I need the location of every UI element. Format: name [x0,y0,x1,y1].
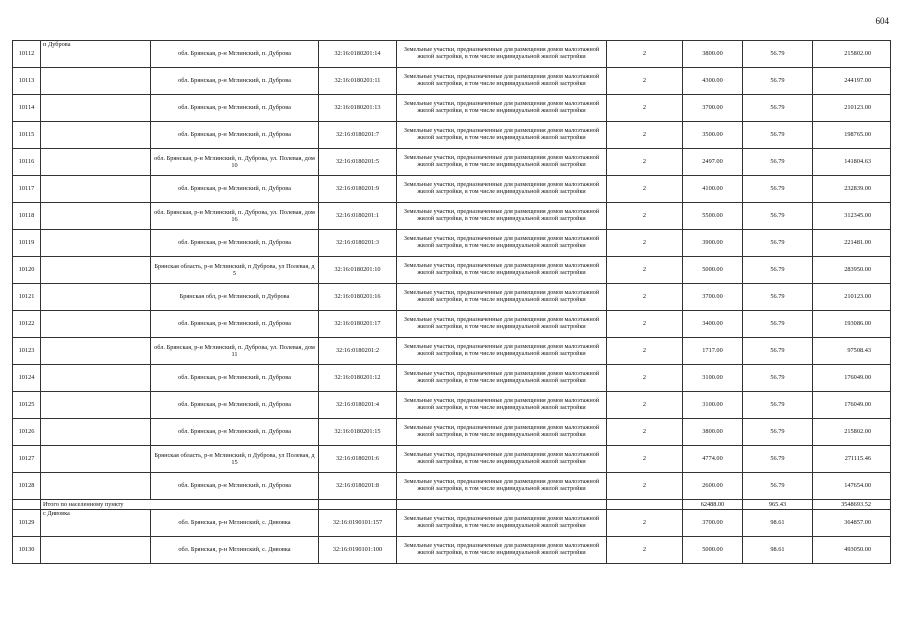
cadastral-value-cell: 176049.00 [813,392,891,419]
group-cell: 2 [607,41,683,68]
rate-cell: 56.79 [743,311,813,338]
area-cell: 3700.00 [683,284,743,311]
area-cell: 2497.00 [683,149,743,176]
settlement-cell [41,338,151,365]
record-number-cell: 10126 [13,419,41,446]
rate-cell: 56.79 [743,365,813,392]
table-row [13,365,891,392]
cadastral-number-cell: 32:16:0180201:17 [319,311,397,338]
cadastral-number-cell: 32:16:0190101:100 [319,537,397,564]
group-cell: 2 [607,392,683,419]
area-cell: 3900.00 [683,230,743,257]
cadastral-value-cell: 244197.00 [813,68,891,95]
cadastral-number-cell: 32:16:0180201:15 [319,419,397,446]
land-category-cell: Земельные участки, предназначенные для размещения домов малоэтажной жилой застройки, в том числе индивидуальной жилой застройки [397,284,607,311]
address-cell: обл. Брянская, р-н Мглинский, п. Дуброва [151,365,319,392]
table-row [13,203,891,230]
cadastral-value-cell: 312345.00 [813,203,891,230]
settlement-cell: п Дуброва [41,41,151,68]
settlement-cell [41,95,151,122]
address-cell: Брянская область, р-н Мглинский, п Дуброва, ул Полевая, д 5 [151,257,319,284]
cadastral-number-cell: 32:16:0180201:3 [319,230,397,257]
record-number-cell: 10122 [13,311,41,338]
settlement-cell [41,257,151,284]
rate-cell: 56.79 [743,473,813,500]
table-row [13,149,891,176]
group-cell: 2 [607,122,683,149]
address-cell: обл. Брянская, р-н Мглинский, п. Дуброва, ул. Полевая, дом 16 [151,203,319,230]
land-category-cell: Земельные участки, предназначенные для размещения домов малоэтажной жилой застройки, в том числе индивидуальной жилой застройки [397,365,607,392]
record-number-cell: 10123 [13,338,41,365]
record-number-cell: 10125 [13,392,41,419]
settlement-cell [41,537,151,564]
table-row [13,537,891,564]
record-number-cell: 10116 [13,149,41,176]
rate-cell: 56.79 [743,230,813,257]
cadastral-number-cell: 32:16:0180201:9 [319,176,397,203]
table-body [13,41,891,564]
address-cell: обл. Брянская, р-н Мглинский, п. Дуброва [151,176,319,203]
group-cell: 2 [607,176,683,203]
cadastral-value-cell: 271115.46 [813,446,891,473]
rate-cell: 56.79 [743,149,813,176]
area-cell: 5500.00 [683,203,743,230]
settlement-cell [41,419,151,446]
cadastral-number-cell: 32:16:0180201:10 [319,257,397,284]
record-number-cell: 10112 [13,41,41,68]
land-category-cell: Земельные участки, предназначенные для размещения домов малоэтажной жилой застройки, в том числе индивидуальной жилой застройки [397,510,607,537]
table-row [13,446,891,473]
rate-cell: 56.79 [743,257,813,284]
land-category-cell: Земельные участки, предназначенные для размещения домов малоэтажной жилой застройки, в том числе индивидуальной жилой застройки [397,392,607,419]
group-cell: 2 [607,510,683,537]
land-category-cell: Земельные участки, предназначенные для размещения домов малоэтажной жилой застройки, в том числе индивидуальной жилой застройки [397,257,607,284]
empty-cell [607,500,683,510]
cadastral-number-cell: 32:16:0180201:14 [319,41,397,68]
cadastral-value-cell: 215802.00 [813,41,891,68]
rate-cell: 56.79 [743,122,813,149]
land-plots-table [12,40,891,564]
address-cell: обл. Брянская, р-н Мглинский, с. Дивовка [151,510,319,537]
area-cell: 3100.00 [683,365,743,392]
area-cell: 3400.00 [683,311,743,338]
rate-cell: 56.79 [743,284,813,311]
cadastral-number-cell: 32:16:0180201:2 [319,338,397,365]
land-category-cell: Земельные участки, предназначенные для размещения домов малоэтажной жилой застройки, в том числе индивидуальной жилой застройки [397,149,607,176]
address-cell: обл. Брянская, р-н Мглинский, п. Дуброва [151,122,319,149]
cadastral-value-cell: 210123.00 [813,284,891,311]
area-cell: 3800.00 [683,41,743,68]
area-cell: 4100.00 [683,176,743,203]
area-cell: 5000.00 [683,537,743,564]
cadastral-value-cell: 221481.00 [813,230,891,257]
rate-cell: 56.79 [743,392,813,419]
land-category-cell: Земельные участки, предназначенные для размещения домов малоэтажной жилой застройки, в том числе индивидуальной жилой застройки [397,338,607,365]
group-cell: 2 [607,95,683,122]
address-cell: обл. Брянская, р-н Мглинский, с. Дивовка [151,537,319,564]
record-number-cell: 10129 [13,510,41,537]
land-category-cell: Земельные участки, предназначенные для размещения домов малоэтажной жилой застройки, в том числе индивидуальной жилой застройки [397,68,607,95]
area-cell: 4774.00 [683,446,743,473]
table-row [13,68,891,95]
record-number-cell: 10130 [13,537,41,564]
land-category-cell: Земельные участки, предназначенные для размещения домов малоэтажной жилой застройки, в том числе индивидуальной жилой застройки [397,311,607,338]
total-label: Итого по населенному пункту [41,500,319,510]
address-cell: обл. Брянская, р-н Мглинский, п. Дуброва [151,419,319,446]
table-row [13,122,891,149]
cadastral-value-cell: 283950.00 [813,257,891,284]
settlement-cell [41,122,151,149]
record-number-cell: 10124 [13,365,41,392]
cadastral-number-cell: 32:16:0180201:4 [319,392,397,419]
record-number-cell: 10113 [13,68,41,95]
cadastral-value-cell: 97508.43 [813,338,891,365]
address-cell: обл. Брянская, р-н Мглинский, п. Дуброва [151,68,319,95]
page-number: 604 [875,16,889,26]
settlement-cell [41,284,151,311]
cadastral-number-cell: 32:16:0180201:12 [319,365,397,392]
address-cell: обл. Брянская, р-н Мглинский, п. Дуброва [151,392,319,419]
record-number-cell: 10114 [13,95,41,122]
area-cell: 3700.00 [683,510,743,537]
empty-cell [13,500,41,510]
total-value-cell: 3548693.52 [813,500,891,510]
settlement-cell [41,392,151,419]
settlement-cell [41,446,151,473]
table-row [13,176,891,203]
group-cell: 2 [607,365,683,392]
rate-cell: 56.79 [743,68,813,95]
total-rate-cell: 965.43 [743,500,813,510]
table-row [13,392,891,419]
rate-cell: 56.79 [743,338,813,365]
group-cell: 2 [607,284,683,311]
area-cell: 4300.00 [683,68,743,95]
rate-cell: 56.79 [743,95,813,122]
cadastral-value-cell: 176049.00 [813,365,891,392]
table-row [13,338,891,365]
address-cell: обл. Брянская, р-н Мглинский, п. Дуброва, ул. Полевая, дом 10 [151,149,319,176]
record-number-cell: 10115 [13,122,41,149]
area-cell: 2600.00 [683,473,743,500]
group-cell: 2 [607,338,683,365]
cadastral-number-cell: 32:16:0180201:16 [319,284,397,311]
address-cell: обл. Брянская, р-н Мглинский, п. Дуброва [151,311,319,338]
settlement-cell: с Дивовка [41,510,151,537]
land-category-cell: Земельные участки, предназначенные для размещения домов малоэтажной жилой застройки, в том числе индивидуальной жилой застройки [397,122,607,149]
address-cell: обл. Брянская, р-н Мглинский, п. Дуброва, ул. Полевая, дом 11 [151,338,319,365]
rate-cell: 56.79 [743,203,813,230]
table-row [13,311,891,338]
rate-cell: 98.61 [743,537,813,564]
group-cell: 2 [607,203,683,230]
settlement-cell [41,176,151,203]
cadastral-value-cell: 232839.00 [813,176,891,203]
rate-cell: 98.61 [743,510,813,537]
address-cell: Брянская обл, р-н Мглинский, п Дуброва [151,284,319,311]
cadastral-number-cell: 32:16:0180201:8 [319,473,397,500]
rate-cell: 56.79 [743,41,813,68]
land-category-cell: Земельные участки, предназначенные для размещения домов малоэтажной жилой застройки, в том числе индивидуальной жилой застройки [397,41,607,68]
cadastral-number-cell: 32:16:0180201:1 [319,203,397,230]
total-row [13,500,891,510]
group-cell: 2 [607,230,683,257]
area-cell: 3800.00 [683,419,743,446]
group-cell: 2 [607,537,683,564]
settlement-cell [41,311,151,338]
settlement-cell [41,230,151,257]
cadastral-number-cell: 32:16:0180201:7 [319,122,397,149]
cadastral-value-cell: 215802.00 [813,419,891,446]
cadastral-number-cell: 32:16:0180201:6 [319,446,397,473]
land-category-cell: Земельные участки, предназначенные для размещения домов малоэтажной жилой застройки, в том числе индивидуальной жилой застройки [397,176,607,203]
table-row [13,41,891,68]
group-cell: 2 [607,257,683,284]
cadastral-value-cell: 364857.00 [813,510,891,537]
rate-cell: 56.79 [743,446,813,473]
empty-cell [319,500,397,510]
table-row [13,95,891,122]
area-cell: 3100.00 [683,392,743,419]
land-category-cell: Земельные участки, предназначенные для размещения домов малоэтажной жилой застройки, в том числе индивидуальной жилой застройки [397,230,607,257]
record-number-cell: 10128 [13,473,41,500]
settlement-cell [41,203,151,230]
total-area-cell: 62488.00 [683,500,743,510]
area-cell: 3500.00 [683,122,743,149]
group-cell: 2 [607,68,683,95]
area-cell: 5000.00 [683,257,743,284]
cadastral-value-cell: 141804.63 [813,149,891,176]
settlement-cell [41,365,151,392]
record-number-cell: 10119 [13,230,41,257]
cadastral-number-cell: 32:16:0180201:11 [319,68,397,95]
cadastral-value-cell: 147654.00 [813,473,891,500]
cadastral-value-cell: 193086.00 [813,311,891,338]
group-cell: 2 [607,311,683,338]
land-category-cell: Земельные участки, предназначенные для размещения домов малоэтажной жилой застройки, в том числе индивидуальной жилой застройки [397,537,607,564]
rate-cell: 56.79 [743,419,813,446]
cadastral-number-cell: 32:16:0180201:5 [319,149,397,176]
rate-cell: 56.79 [743,176,813,203]
table-row [13,510,891,537]
address-cell: обл. Брянская, р-н Мглинский, п. Дуброва [151,230,319,257]
cadastral-number-cell: 32:16:0190101:157 [319,510,397,537]
cadastral-number-cell: 32:16:0180201:13 [319,95,397,122]
record-number-cell: 10118 [13,203,41,230]
land-category-cell: Земельные участки, предназначенные для размещения домов малоэтажной жилой застройки, в том числе индивидуальной жилой застройки [397,203,607,230]
area-cell: 3700.00 [683,95,743,122]
land-category-cell: Земельные участки, предназначенные для размещения домов малоэтажной жилой застройки, в том числе индивидуальной жилой застройки [397,419,607,446]
address-cell: обл. Брянская, р-н Мглинский, п. Дуброва [151,41,319,68]
record-number-cell: 10121 [13,284,41,311]
settlement-cell [41,68,151,95]
group-cell: 2 [607,446,683,473]
group-cell: 2 [607,419,683,446]
group-cell: 2 [607,149,683,176]
land-category-cell: Земельные участки, предназначенные для размещения домов малоэтажной жилой застройки, в том числе индивидуальной жилой застройки [397,446,607,473]
table-row [13,257,891,284]
table-row [13,419,891,446]
address-cell: обл. Брянская, р-н Мглинский, п. Дуброва [151,95,319,122]
address-cell: Брянская область, р-н Мглинский, п Дуброва, ул Полевая, д 15 [151,446,319,473]
group-cell: 2 [607,473,683,500]
cadastral-value-cell: 210123.00 [813,95,891,122]
land-category-cell: Земельные участки, предназначенные для размещения домов малоэтажной жилой застройки, в том числе индивидуальной жилой застройки [397,95,607,122]
settlement-cell [41,473,151,500]
land-category-cell: Земельные участки, предназначенные для размещения домов малоэтажной жилой застройки, в том числе индивидуальной жилой застройки [397,473,607,500]
cadastral-value-cell: 198765.00 [813,122,891,149]
cadastral-value-cell: 493050.00 [813,537,891,564]
record-number-cell: 10117 [13,176,41,203]
settlement-cell [41,149,151,176]
table-row [13,284,891,311]
table-row [13,473,891,500]
record-number-cell: 10127 [13,446,41,473]
table-row [13,230,891,257]
empty-cell [397,500,607,510]
area-cell: 1717.00 [683,338,743,365]
address-cell: обл. Брянская, р-н Мглинский, п. Дуброва [151,473,319,500]
record-number-cell: 10120 [13,257,41,284]
